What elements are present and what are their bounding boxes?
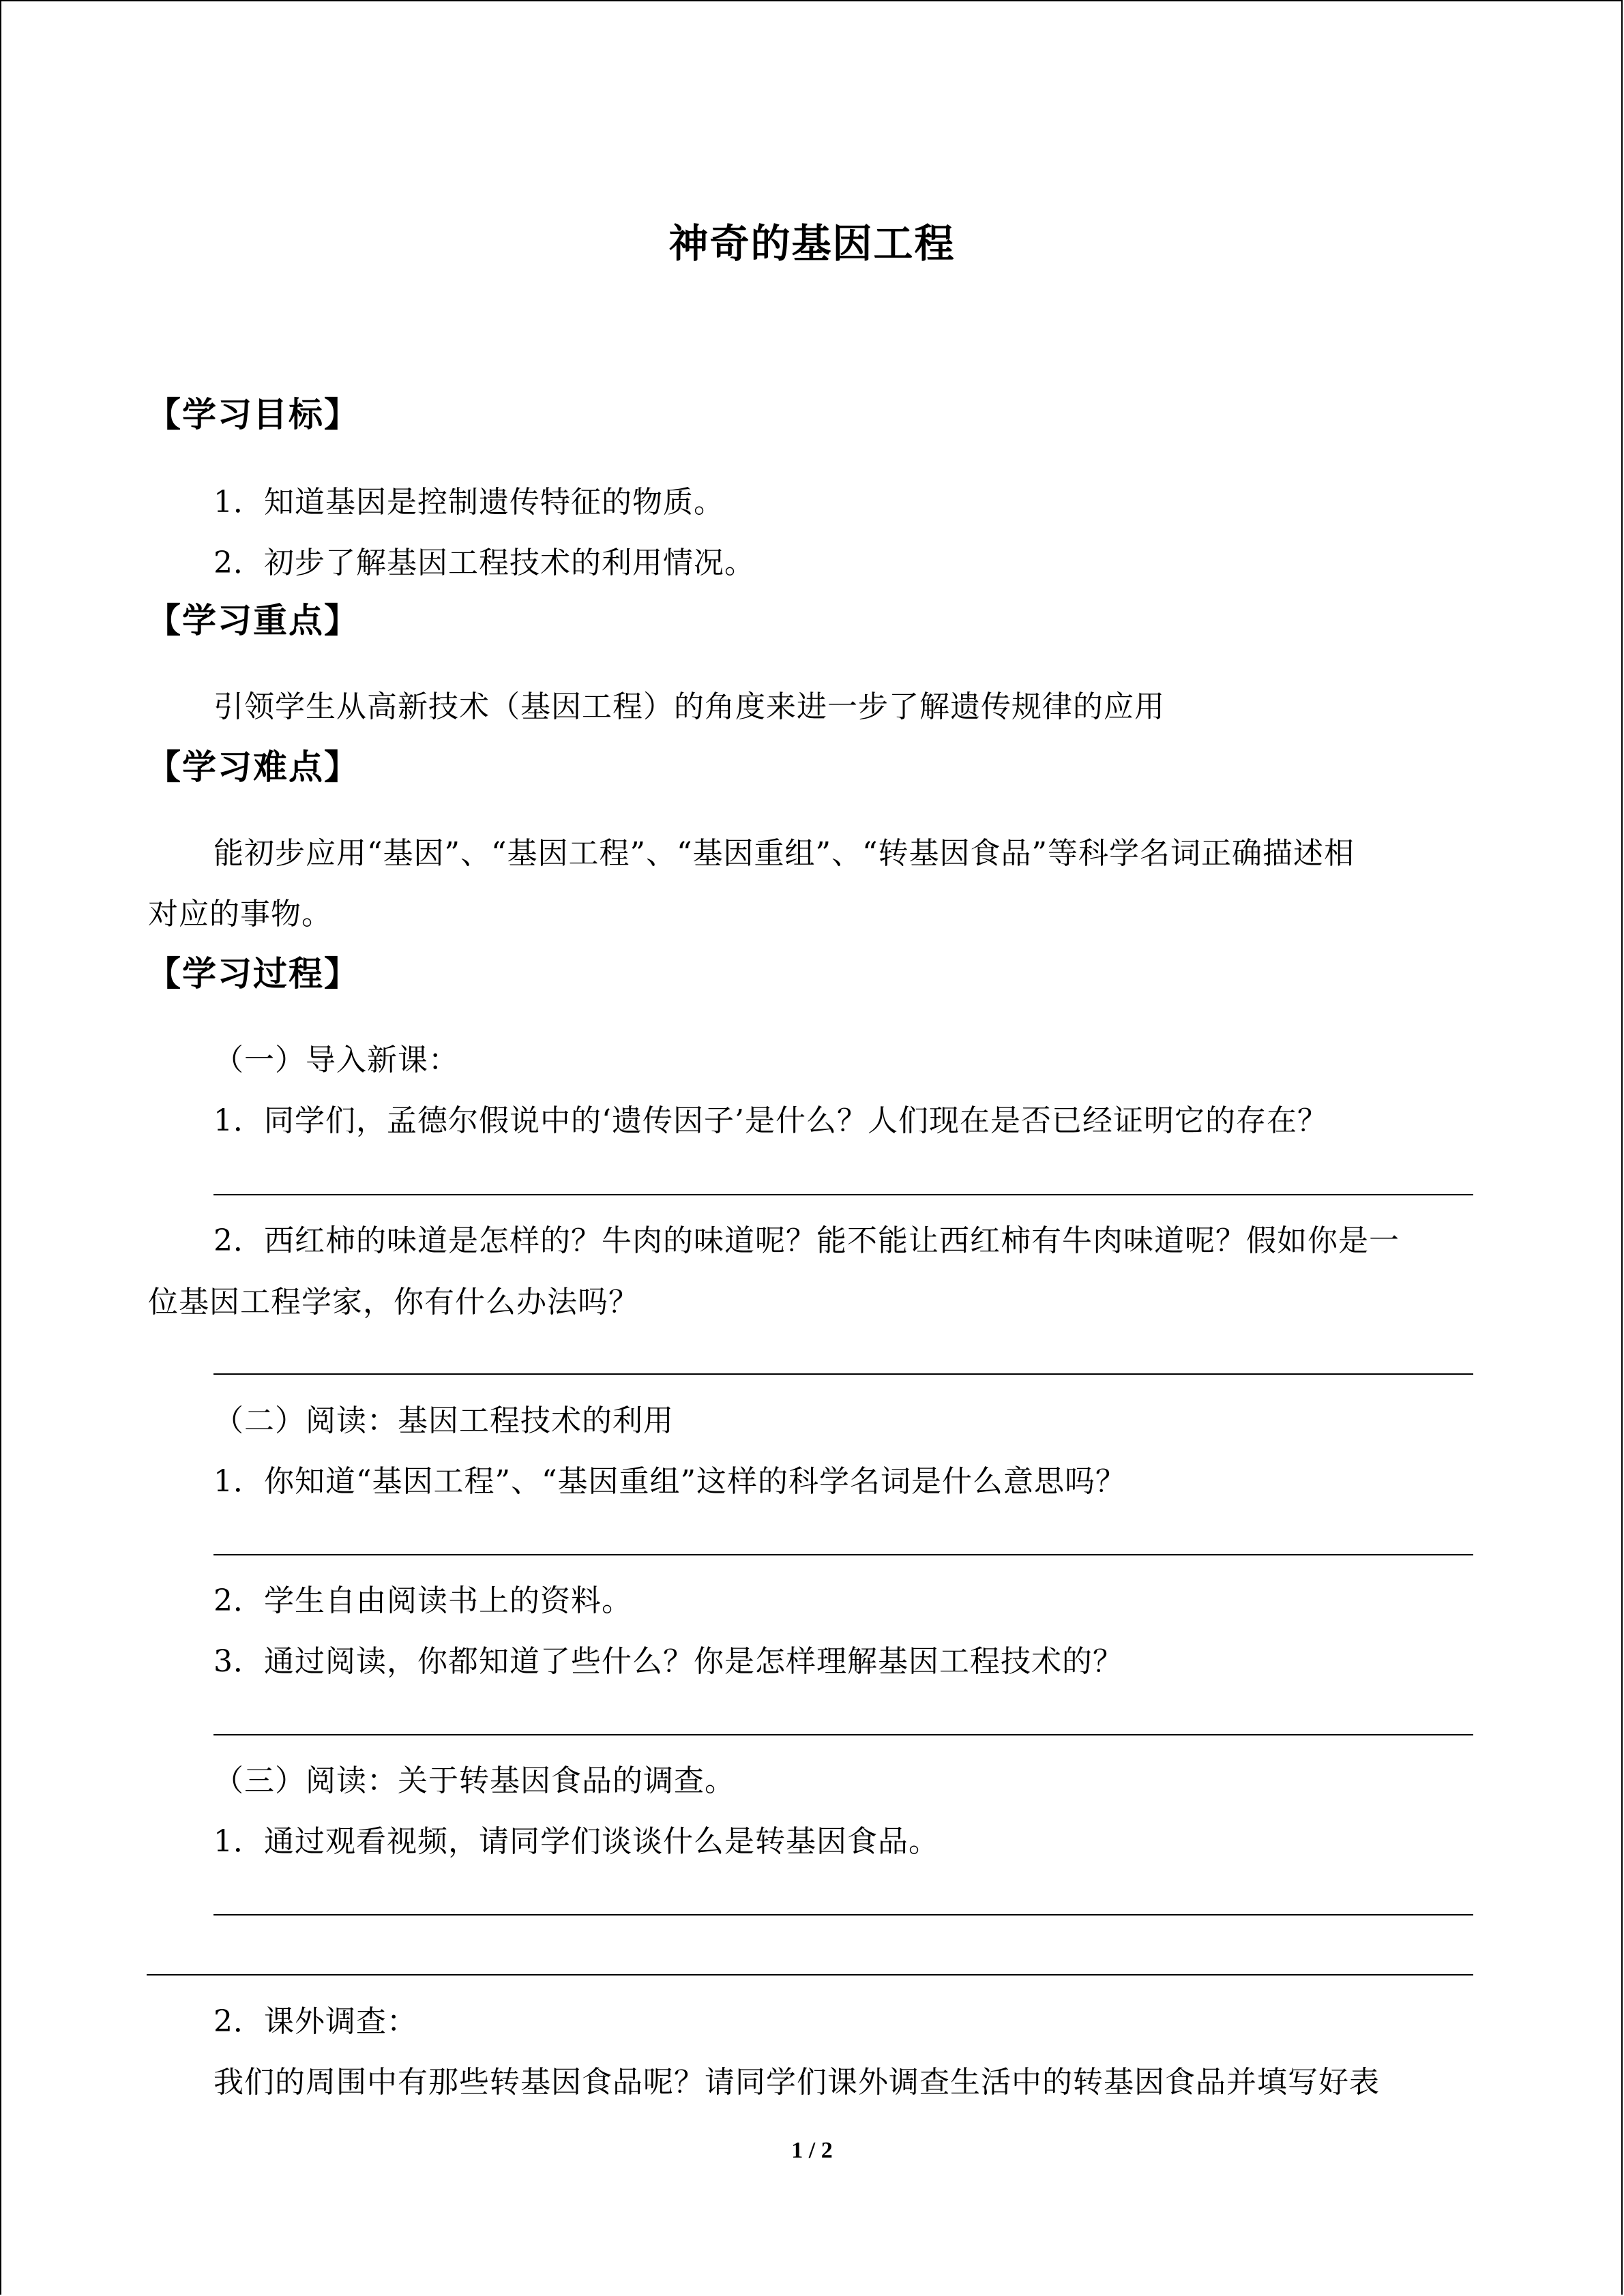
difficulties-text-line1: 能初步应用“基因”、“基因工程”、“基因重组”、“转基因食品”等科学名词正确描述相	[213, 836, 1355, 871]
key-points-text: 引领学生从高新技术（基因工程）的角度来进一步了解遗传规律的应用	[213, 689, 1165, 724]
answer-line	[213, 1734, 1473, 1735]
part2-title: （二）阅读：基因工程技术的利用	[213, 1403, 674, 1438]
part2-question-3: 3．通过阅读，你都知道了些什么？你是怎样理解基因工程技术的？	[213, 1644, 1123, 1679]
key-points-heading: 【学习重点】	[147, 601, 359, 640]
part1-title: （一）导入新课：	[213, 1043, 459, 1077]
part2-question-2: 2．学生自由阅读书上的资料。	[213, 1583, 632, 1618]
answer-line	[213, 1914, 1473, 1915]
part3-question-2-text: 我们的周围中有那些转基因食品呢？请同学们课外调查生活中的转基因食品并填写好表	[213, 2065, 1380, 2100]
difficulties-heading: 【学习难点】	[147, 747, 359, 787]
answer-line	[213, 1373, 1473, 1375]
part1-question-1: 1．同学们，孟德尔假说中的‘遗传因子’是什么？人们现在是否已经证明它的存在？	[213, 1103, 1328, 1138]
part3-title: （三）阅读：关于转基因食品的调查。	[213, 1763, 735, 1798]
part3-question-1: 1．通过观看视频，请同学们谈谈什么是转基因食品。	[213, 1824, 939, 1859]
part1-question-2-line2: 位基因工程学家，你有什么办法吗？	[148, 1285, 639, 1320]
difficulties-text-line2: 对应的事物。	[148, 897, 332, 931]
goal-item-1: 1．知道基因是控制遗传特征的物质。	[213, 485, 724, 520]
part3-question-2: 2．课外调查：	[213, 2004, 417, 2039]
answer-line	[213, 1194, 1473, 1195]
process-heading: 【学习过程】	[147, 954, 359, 994]
goals-heading: 【学习目标】	[147, 395, 359, 434]
goal-item-2: 2．初步了解基因工程技术的利用情况。	[213, 546, 755, 580]
page-number: 1 / 2	[791, 2138, 833, 2163]
page-title: 神奇的基因工程	[668, 220, 956, 267]
answer-line	[213, 1554, 1473, 1555]
part2-question-1: 1．你知道“基因工程”、“基因重组”这样的科学名词是什么意思吗？	[213, 1464, 1126, 1499]
answer-line	[147, 1974, 1473, 1976]
part1-question-2-line1: 2．西红柿的味道是怎样的？牛肉的味道呢？能不能让西红柿有牛肉味道呢？假如你是一	[213, 1223, 1400, 1258]
